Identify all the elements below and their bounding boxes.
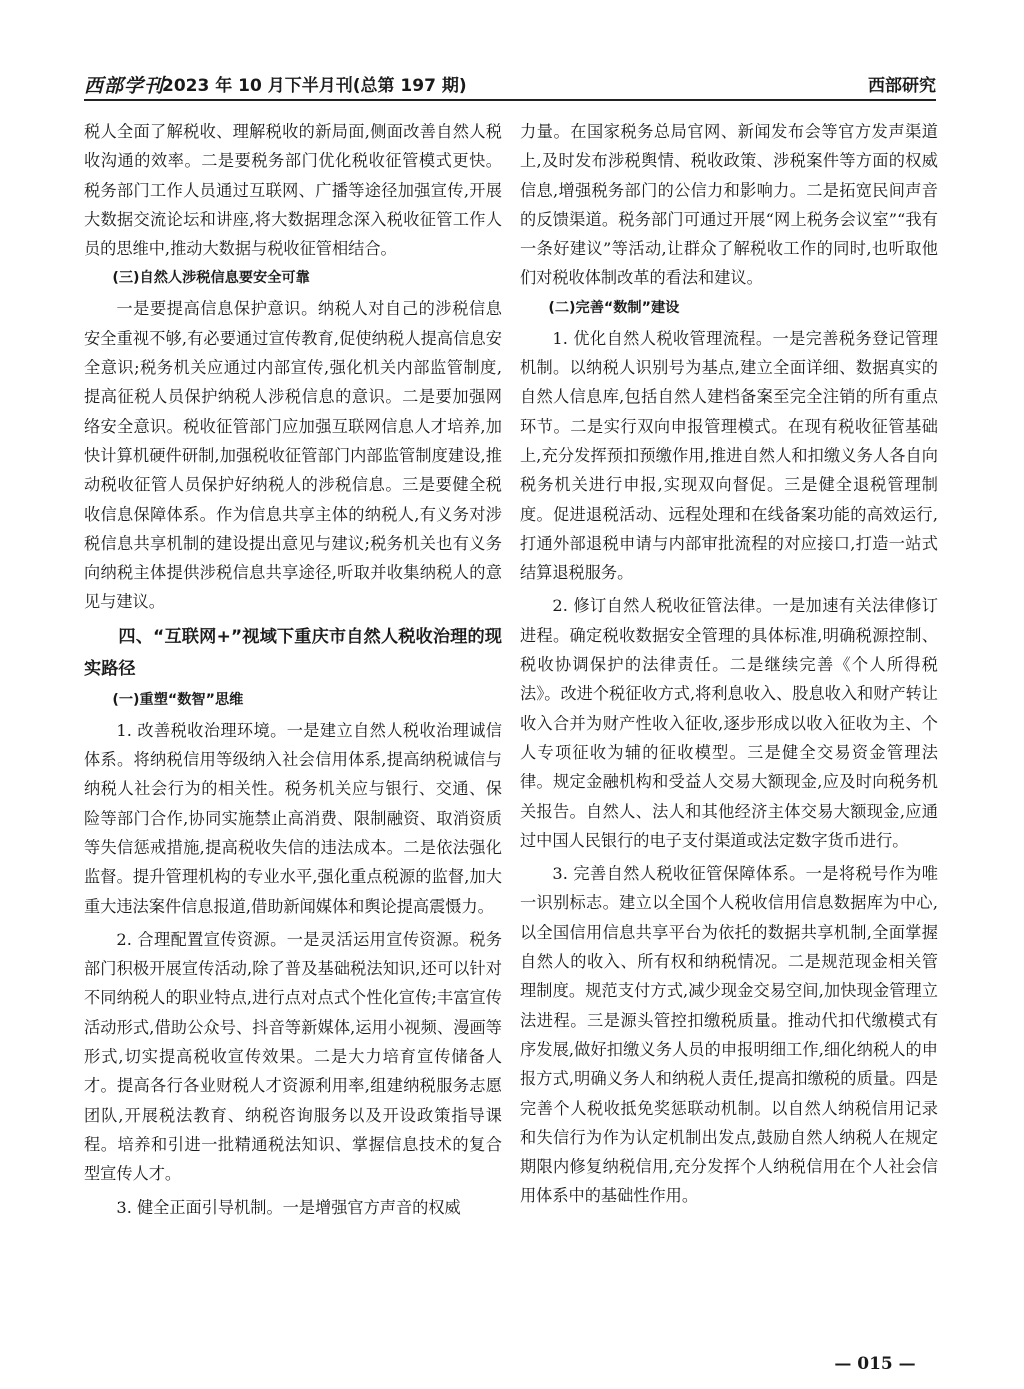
subsection-heading: (三)自然人涉税信息要安全可靠 (112, 270, 310, 287)
subsection-heading: (二)完善“数制”建设 (548, 299, 680, 316)
running-header (84, 68, 936, 98)
paragraph: 1. 优化自然人税收管理流程。一是完善税务登记管理机制。以纳税人识别号为基点,建立全面详细、数据真实的自然人信息库,包括自然人建档备案至完全注销的所有重点环节。二是实行双向申报管理模式。在现有税收征管基础上,充分发挥预扣预缴作用,推进自然人和扣缴义务人各自向税务机关进行申报,实现双向督促。三是健全退税管理制度。促进退税活动、远程处理和在线备案功能的高效运行,打通外部退税申请与内部审批流程的对应接口,打造一站式结算退税服务。 (520, 328, 938, 583)
paragraph: 2. 合理配置宣传资源。一是灵活运用宣传资源。税务部门积极开展宣传活动,除了普及基础税法知识,还可以针对不同纳税人的职业特点,进行点对点式个性化宣传;丰富宣传活动形式,借助公众号、抖音等新媒体,运用小视频、漫画等形式,切实提高税收宣传效果。二是大力培育宣传储备人才。提高各行各业财税人才资源利用率,组建纳税服务志愿团队,开展税法教育、纳税咨询服务以及开设政策指导课程。培养和引进一批精通税法知识、掌握信息技术的复合型宣传人才。 (84, 929, 502, 1184)
paragraph: 2. 修订自然人税收征管法律。一是加速有关法律修订进程。确定税收数据安全管理的具体标准,明确税源控制、税收协调保护的法律责任。二是继续完善《个人所得税法》。改进个税征收方式,将利息收入、股息收入和财产转让收入合并为财产性收入征收,逐步形成以收入征收为主、个人专项征收为辅的征收模型。三是健全交易资金管理法律。规定金融机构和受益人交易大额现金,应及时向税务机关报告。自然人、法人和其他经济主体交易大额现金,应通过中国人民银行的电子支付渠道或法定数字货币进行。 (520, 596, 938, 850)
right-column (520, 117, 938, 1211)
section-heading: 四、“互联网+”视域下重庆市自然人税收治理的现实路径 (84, 626, 502, 679)
header-rule (84, 99, 936, 101)
section-name: 西部研究 (868, 76, 936, 96)
paragraph: 税人全面了解税收、理解税收的新局面,侧面改善自然人税收沟通的效率。二是要税务部门优化税收征管模式更快。税务部门工作人员通过互联网、广播等途径加强宣传,开展大数据交流论坛和讲座,将大数据理念深入税收征管工作人员的思维中,推动大数据与税收征管相结合。 (84, 122, 502, 259)
paragraph: 3. 健全正面引导机制。一是增强官方声音的权威 (116, 1197, 461, 1217)
paragraph: 3. 完善自然人税收征管保障体系。一是将税号作为唯一识别标志。建立以全国个人税收信用信息数据库为中心,以全国信用信息共享平台为依托的数据共享机制,全面掌握自然人的收入、所有权和纳税情况。二是规范现金相关管理制度。规范支付方式,减少现金交易空间,加快现金管理立法进程。三是源头管控扣缴税质量。推动代扣代缴模式有序发展,做好扣缴义务人员的申报明细工作,细化纳税人的申报方式,明确义务人和纳税人责任,提高扣缴税的质量。四是完善个人税收抵免奖惩联动机制。以自然人纳税信用记录和失信行为作为认定机制出发点,鼓励自然人纳税人在规定期限内修复纳税信用,充分发挥个人纳税信用在个人社会信用体系中的基础性作用。 (520, 864, 938, 1206)
left-column (84, 117, 502, 1222)
journal-logo: 西部学刊 (84, 75, 165, 97)
page-number: — 015 — (834, 1354, 916, 1374)
subsection-heading: (一)重塑“数智”思维 (112, 691, 244, 708)
issue-info: 2023 年 10 月下半月刊(总第 197 期) (162, 76, 467, 96)
paragraph: 1. 改善税收治理环境。一是建立自然人税收治理诚信体系。将纳税信用等级纳入社会信用体系,提高纳税诚信与纳税人社会行为的相关性。税务机关应与银行、交通、保险等部门合作,协同实施禁止高消费、限制融资、取消资质等失信惩戒措施,提高税收失信的违法成本。二是依法强化监督。提升管理机构的专业水平,强化重点税源的监督,加大重大违法案件信息报道,借助新闻媒体和舆论提高震慑力。 (84, 720, 502, 916)
paragraph: 一是要提高信息保护意识。纳税人对自己的涉税信息安全重视不够,有必要通过宣传教育,促使纳税人提高信息安全意识;税务机关应通过内部宣传,强化机关内部监管制度,提高征税人员保护纳税人涉税信息的意识。二是要加强网络安全意识。税收征管部门应加强互联网信息人才培养,加快计算机硬件研制,加强税收征管部门内部监管制度建设,推动税收征管人员保护好纳税人的涉税信息。三是要健全税收信息保障体系。作为信息共享主体的纳税人,有义务对涉税信息共享机制的建设提出意见与建议;税务机关也有义务向纳税主体提供涉税信息共享途径,听取并收集纳税人的意见与建议。 (84, 299, 502, 612)
paragraph: 力量。在国家税务总局官网、新闻发布会等官方发声渠道上,及时发布涉税舆情、税收政策、涉税案件等方面的权威信息,增强税务部门的公信力和影响力。二是拓宽民间声音的反馈渠道。税务部门可通过开展“网上税务会议室”“我有一条好建议”等活动,让群众了解税收工作的同时,也听取他们对税收体制改革的看法和建议。 (520, 122, 938, 288)
